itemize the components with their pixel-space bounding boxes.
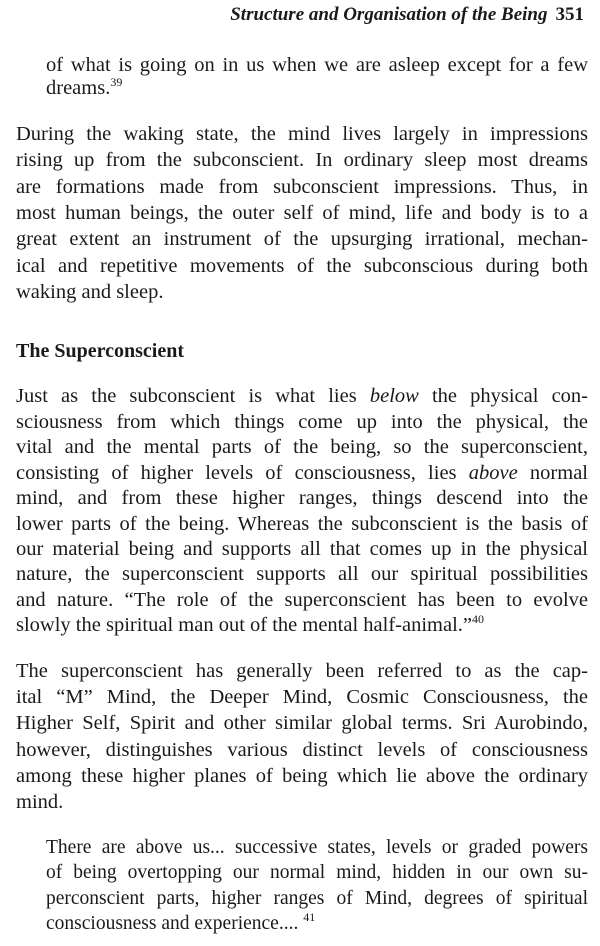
footnote-ref-41: 41 [303, 910, 316, 924]
page-number: 351 [555, 4, 584, 25]
emphasis-below: below [369, 385, 419, 408]
emphasis-above: above [468, 461, 518, 484]
text-line [16, 613, 484, 637]
text-fragment: the physical con- [418, 385, 588, 408]
text-line: vital and the mental parts of the being, so the superconscient, [16, 436, 588, 459]
text-line: are formations made from subconscient impressions. Thus, in [16, 175, 588, 198]
text-line: ital “M” Mind, the Deeper Mind, Cosmic Consciousness, the [16, 686, 588, 708]
text-line [16, 461, 588, 485]
text-line: nature, the superconscient supports all our spiritual possibilities [16, 563, 588, 586]
text-line: among these higher planes of being which lie above the ordinary [16, 765, 588, 787]
text-fragment: dreams. [46, 76, 111, 99]
text-line [16, 384, 588, 408]
running-head-title: Structure and Organisation of the Being [230, 4, 548, 25]
text-line: waking and sleep. [16, 281, 164, 303]
section-heading: The Superconscient [16, 340, 184, 362]
text-line: There are above us... successive states, levels or graded powers [46, 836, 588, 858]
text-line: lower parts of the being. Whereas the subconscient is the basis of [16, 512, 588, 535]
text-line: rising up from the subconscient. In ordinary sleep most dreams [16, 149, 588, 172]
footnote-ref-40: 40 [472, 612, 485, 627]
text-fragment: consciousness and experience.... [46, 913, 304, 934]
text-line: most human beings, the outer self of mind, life and body is to a [16, 202, 588, 224]
text-line: ical and repetitive movements of the subconscious during both [16, 254, 588, 277]
text-line: During the waking state, the mind lives largely in impressions [16, 123, 588, 145]
text-fragment: Just as the subconscient is what lies [16, 385, 370, 408]
text-line: mind. [16, 791, 64, 814]
text-line: and nature. “The role of the superconscient has been to evolve [16, 588, 588, 611]
text-line: of being overtopping our normal mind, hidden in our own su- [46, 862, 588, 884]
text-fragment: slowly the spiritual man out of the mental half-animal.” [16, 614, 473, 637]
text-line [46, 76, 122, 100]
text-line: of what is going on in us when we are asleep except for a few [46, 54, 588, 76]
footnote-ref-39: 39 [110, 74, 123, 89]
text-line: sciousness from which things come up into the physical, the [16, 410, 588, 433]
text-line: mind, and from these higher ranges, things descend into the [16, 487, 588, 510]
text-fragment: normal [517, 461, 588, 484]
text-line: however, distinguishes various distinct levels of consciousness [16, 738, 588, 761]
text-line: perconscient parts, higher ranges of Mind, degrees of spiritual [46, 887, 588, 909]
text-line: great extent an instrument of the upsurging irrational, mechan- [16, 228, 588, 251]
text-line [46, 912, 315, 936]
running-head [230, 4, 584, 26]
text-fragment: consisting of higher levels of consciousness, lies [16, 461, 469, 484]
text-line: our material being and supports all that comes up in the physical [16, 538, 588, 560]
text-line: Higher Self, Spirit and other similar global terms. Sri Aurobindo, [16, 712, 588, 735]
text-line: The superconscient has generally been referred to as the cap- [16, 659, 588, 682]
